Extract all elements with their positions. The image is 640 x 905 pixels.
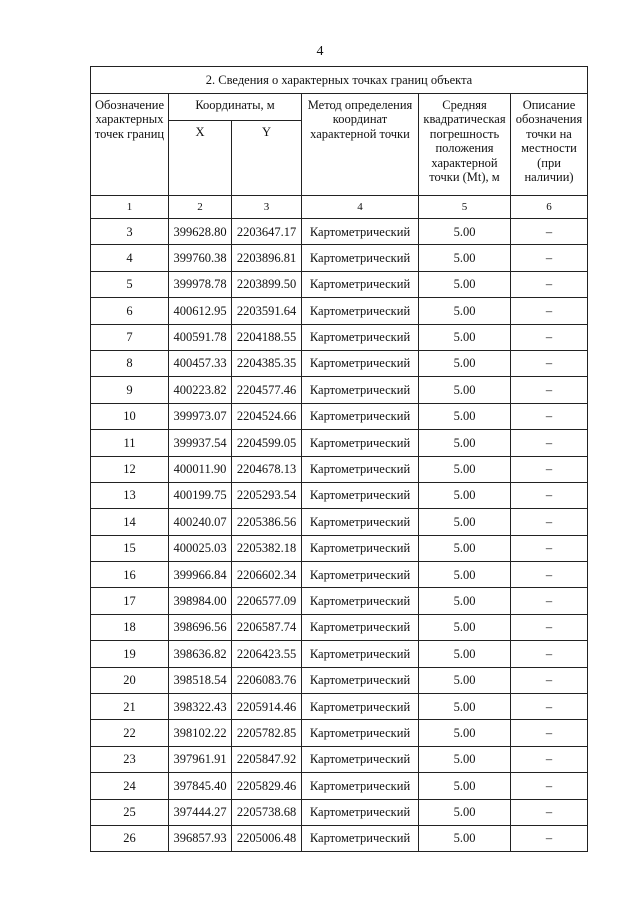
cell-x: 400240.07 [169,509,232,535]
table-row [91,641,588,667]
cell-description: – [511,614,588,640]
cell-x: 397845.40 [169,773,232,799]
cell-x: 399760.38 [169,245,232,271]
cell-point: 14 [91,509,169,535]
cell-description: – [511,641,588,667]
table-row [91,509,588,535]
cell-y: 2203896.81 [232,245,302,271]
cell-x: 398984.00 [169,588,232,614]
column-number: 5 [419,196,511,219]
table-row [91,614,588,640]
cell-description: – [511,588,588,614]
cell-mt: 5.00 [419,456,511,482]
cell-point: 22 [91,720,169,746]
cell-point: 16 [91,562,169,588]
cell-x: 399966.84 [169,562,232,588]
cell-mt: 5.00 [419,482,511,508]
table-row [91,667,588,693]
cell-x: 400591.78 [169,324,232,350]
cell-method: Картометрический [302,245,419,271]
cell-method: Картометрический [302,614,419,640]
section-title-row [91,67,588,94]
cell-point: 26 [91,825,169,851]
cell-y: 2205738.68 [232,799,302,825]
cell-point: 12 [91,456,169,482]
header-point-designation: Обозначение характерных точек границ [91,94,169,196]
cell-mt: 5.00 [419,746,511,772]
cell-method: Картометрический [302,825,419,851]
cell-y: 2205847.92 [232,746,302,772]
cell-method: Картометрический [302,746,419,772]
cell-mt: 5.00 [419,298,511,324]
cell-description: – [511,219,588,245]
cell-y: 2205829.46 [232,773,302,799]
cell-x: 400199.75 [169,482,232,508]
cell-description: – [511,562,588,588]
cell-mt: 5.00 [419,614,511,640]
cell-x: 397444.27 [169,799,232,825]
cell-y: 2204678.13 [232,456,302,482]
cell-method: Картометрический [302,799,419,825]
cell-y: 2203647.17 [232,219,302,245]
cell-point: 15 [91,535,169,561]
cell-mt: 5.00 [419,271,511,297]
cell-x: 398322.43 [169,694,232,720]
table-row [91,588,588,614]
table-row [91,720,588,746]
cell-point: 8 [91,350,169,376]
cell-description: – [511,694,588,720]
column-number: 4 [302,196,419,219]
cell-method: Картометрический [302,667,419,693]
header-coordinates: Координаты, м [169,94,302,121]
table-row [91,324,588,350]
header-description: Описание обозначения точки на местности (при наличии) [511,94,588,196]
table-row [91,298,588,324]
cell-y: 2206602.34 [232,562,302,588]
cell-point: 25 [91,799,169,825]
cell-point: 17 [91,588,169,614]
cell-description: – [511,324,588,350]
cell-x: 399628.80 [169,219,232,245]
cell-point: 11 [91,430,169,456]
cell-point: 13 [91,482,169,508]
table-row [91,773,588,799]
cell-description: – [511,350,588,376]
header-method: Метод определения координат характерной точки [302,94,419,196]
cell-method: Картометрический [302,694,419,720]
cell-method: Картометрический [302,324,419,350]
cell-mt: 5.00 [419,825,511,851]
cell-method: Картометрический [302,588,419,614]
cell-method: Картометрический [302,535,419,561]
cell-mt: 5.00 [419,667,511,693]
cell-y: 2206587.74 [232,614,302,640]
cell-description: – [511,482,588,508]
cell-method: Картометрический [302,377,419,403]
cell-description: – [511,535,588,561]
cell-mt: 5.00 [419,720,511,746]
cell-y: 2204385.35 [232,350,302,376]
cell-mt: 5.00 [419,377,511,403]
cell-mt: 5.00 [419,403,511,429]
cell-description: – [511,773,588,799]
cell-point: 23 [91,746,169,772]
cell-method: Картометрический [302,219,419,245]
cell-mt: 5.00 [419,694,511,720]
cell-point: 6 [91,298,169,324]
cell-mt: 5.00 [419,245,511,271]
cell-point: 7 [91,324,169,350]
cell-y: 2205782.85 [232,720,302,746]
column-number-row [91,196,588,219]
cell-description: – [511,430,588,456]
table-row [91,430,588,456]
cell-x: 399973.07 [169,403,232,429]
cell-method: Картометрический [302,430,419,456]
cell-x: 399978.78 [169,271,232,297]
cell-x: 399937.54 [169,430,232,456]
cell-point: 19 [91,641,169,667]
boundary-points-table [90,66,588,852]
cell-point: 21 [91,694,169,720]
cell-method: Картометрический [302,641,419,667]
section-title: 2. Сведения о характерных точках границ объекта [91,67,588,94]
cell-description: – [511,746,588,772]
column-number: 3 [232,196,302,219]
header-row [91,94,588,121]
cell-point: 20 [91,667,169,693]
cell-mt: 5.00 [419,562,511,588]
cell-point: 9 [91,377,169,403]
column-number: 1 [91,196,169,219]
cell-description: – [511,245,588,271]
cell-description: – [511,825,588,851]
cell-y: 2206423.55 [232,641,302,667]
cell-mt: 5.00 [419,219,511,245]
table-row [91,562,588,588]
cell-x: 400457.33 [169,350,232,376]
cell-description: – [511,799,588,825]
cell-mt: 5.00 [419,350,511,376]
cell-mt: 5.00 [419,641,511,667]
cell-point: 10 [91,403,169,429]
cell-y: 2205914.46 [232,694,302,720]
table-row [91,377,588,403]
cell-mt: 5.00 [419,588,511,614]
cell-x: 400025.03 [169,535,232,561]
table-row [91,746,588,772]
cell-mt: 5.00 [419,535,511,561]
table-row [91,271,588,297]
header-error: Средняя квадратическая погрешность положения характерной точки (Mt), м [419,94,511,196]
table-row [91,219,588,245]
cell-description: – [511,377,588,403]
table-row [91,350,588,376]
table-row [91,403,588,429]
cell-y: 2203899.50 [232,271,302,297]
table-row [91,799,588,825]
cell-method: Картометрический [302,720,419,746]
cell-x: 398636.82 [169,641,232,667]
cell-mt: 5.00 [419,430,511,456]
cell-point: 18 [91,614,169,640]
cell-method: Картометрический [302,403,419,429]
cell-method: Картометрический [302,773,419,799]
cell-x: 398518.54 [169,667,232,693]
table-row [91,694,588,720]
column-number: 2 [169,196,232,219]
cell-y: 2205386.56 [232,509,302,535]
cell-method: Картометрический [302,509,419,535]
cell-y: 2205006.48 [232,825,302,851]
cell-y: 2206083.76 [232,667,302,693]
cell-x: 400011.90 [169,456,232,482]
cell-x: 397961.91 [169,746,232,772]
cell-y: 2204599.05 [232,430,302,456]
cell-method: Картометрический [302,271,419,297]
cell-method: Картометрический [302,350,419,376]
cell-description: – [511,403,588,429]
cell-y: 2203591.64 [232,298,302,324]
cell-point: 4 [91,245,169,271]
table-row [91,825,588,851]
cell-method: Картометрический [302,562,419,588]
table-row [91,482,588,508]
cell-y: 2205293.54 [232,482,302,508]
cell-y: 2206577.09 [232,588,302,614]
cell-x: 398696.56 [169,614,232,640]
cell-point: 5 [91,271,169,297]
table-row [91,535,588,561]
column-number: 6 [511,196,588,219]
cell-y: 2204188.55 [232,324,302,350]
cell-y: 2204524.66 [232,403,302,429]
cell-description: – [511,271,588,297]
header-x: X [169,121,232,196]
cell-description: – [511,667,588,693]
header-y: Y [232,121,302,196]
table-row [91,245,588,271]
cell-x: 398102.22 [169,720,232,746]
cell-method: Картометрический [302,456,419,482]
table-row [91,456,588,482]
cell-method: Картометрический [302,482,419,508]
cell-y: 2204577.46 [232,377,302,403]
cell-description: – [511,509,588,535]
cell-point: 3 [91,219,169,245]
cell-mt: 5.00 [419,773,511,799]
cell-y: 2205382.18 [232,535,302,561]
cell-description: – [511,720,588,746]
cell-x: 400612.95 [169,298,232,324]
cell-x: 396857.93 [169,825,232,851]
cell-method: Картометрический [302,298,419,324]
cell-point: 24 [91,773,169,799]
cell-mt: 5.00 [419,799,511,825]
cell-x: 400223.82 [169,377,232,403]
cell-mt: 5.00 [419,509,511,535]
cell-description: – [511,456,588,482]
page-number: 4 [316,44,324,59]
cell-description: – [511,298,588,324]
cell-mt: 5.00 [419,324,511,350]
